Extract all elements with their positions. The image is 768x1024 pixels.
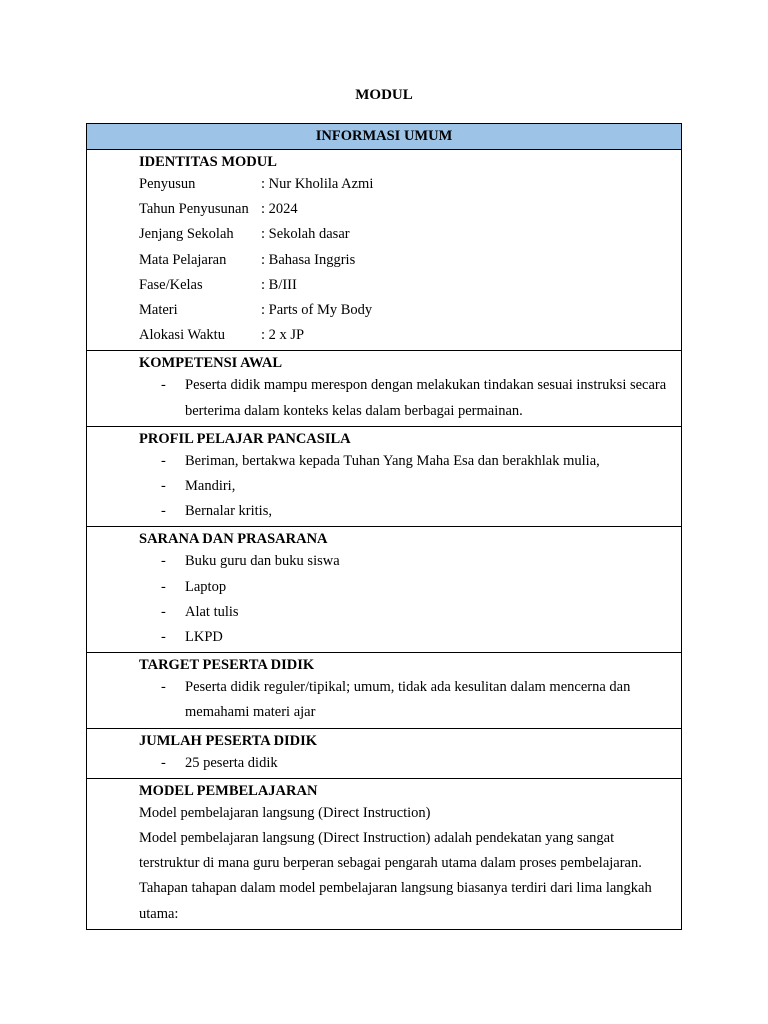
model-paragraph: Model pembelajaran langsung (Direct Instruction) adalah pendekatan yang sangat terstruktur di mana guru berperan sebagai pengarah utama dalam proses pembelajaran. Tahapan tahapan dalam model pembelajaran langsung biasanya terdiri dari lima langkah utama: [139, 830, 652, 922]
section-title: IDENTITAS MODUL [139, 154, 277, 170]
field-row: Tahun Penyusunan : 2024 [139, 201, 298, 218]
section-title: PROFIL PELAJAR PANCASILA [139, 430, 351, 447]
field-row: Jenjang Sekolah : Sekolah dasar [139, 226, 350, 243]
field-row: Fase/Kelas : B/III [139, 276, 297, 293]
bullet-list [139, 751, 671, 778]
section-identitas [87, 150, 682, 351]
field-row: Materi : Parts of My Body [139, 302, 373, 319]
module-info-table [86, 123, 682, 930]
list-item: - Peserta didik mampu merespon dengan melakukan tindakan sesuai instruksi secara berterima dalam konteks kelas dalam berbagai permainan. [161, 377, 667, 419]
list-item: - Laptop [161, 578, 227, 595]
list-item: - Buku guru dan buku siswa [161, 553, 340, 570]
section-title: SARANA DAN PRASARANA [139, 531, 328, 548]
section-profil [87, 426, 682, 527]
bullet-list [139, 675, 671, 727]
model-line: Model pembelajaran langsung (Direct Instruction) [139, 804, 431, 821]
section-title: JUMLAH PESERTA DIDIK [139, 732, 318, 749]
field-row: Mata Pelajaran : Bahasa Inggris [139, 251, 356, 268]
list-item: - LKPD [161, 629, 223, 646]
field-row: Penyusun : Nur Kholila Azmi [139, 176, 374, 192]
list-item: - Bernalar kritis, [161, 503, 272, 520]
section-target [87, 653, 682, 728]
section-kompetensi [87, 351, 682, 426]
document-title: MODUL [355, 87, 413, 103]
bullet-list [139, 549, 671, 652]
section-title: MODEL PEMBELAJARAN [139, 782, 318, 799]
section-model [87, 778, 682, 929]
list-item: - Alat tulis [161, 603, 239, 620]
list-item: - Mandiri, [161, 478, 236, 495]
field-row: Alokasi Waktu : 2 x JP [139, 327, 305, 344]
section-jumlah [87, 728, 682, 778]
section-title: KOMPETENSI AWAL [139, 355, 283, 372]
bullet-list [139, 373, 671, 425]
section-title: TARGET PESERTA DIDIK [139, 657, 315, 674]
list-item: - Peserta didik reguler/tipikal; umum, tidak ada kesulitan dalam mencerna dan memahami materi ajar [161, 679, 631, 721]
table-header: INFORMASI UMUM [87, 124, 682, 150]
list-item: - 25 peserta didik [161, 754, 278, 771]
list-item: - Beriman, bertakwa kepada Tuhan Yang Maha Esa dan berakhlak mulia, [161, 452, 600, 469]
bullet-list [139, 449, 671, 527]
section-sarana [87, 527, 682, 653]
